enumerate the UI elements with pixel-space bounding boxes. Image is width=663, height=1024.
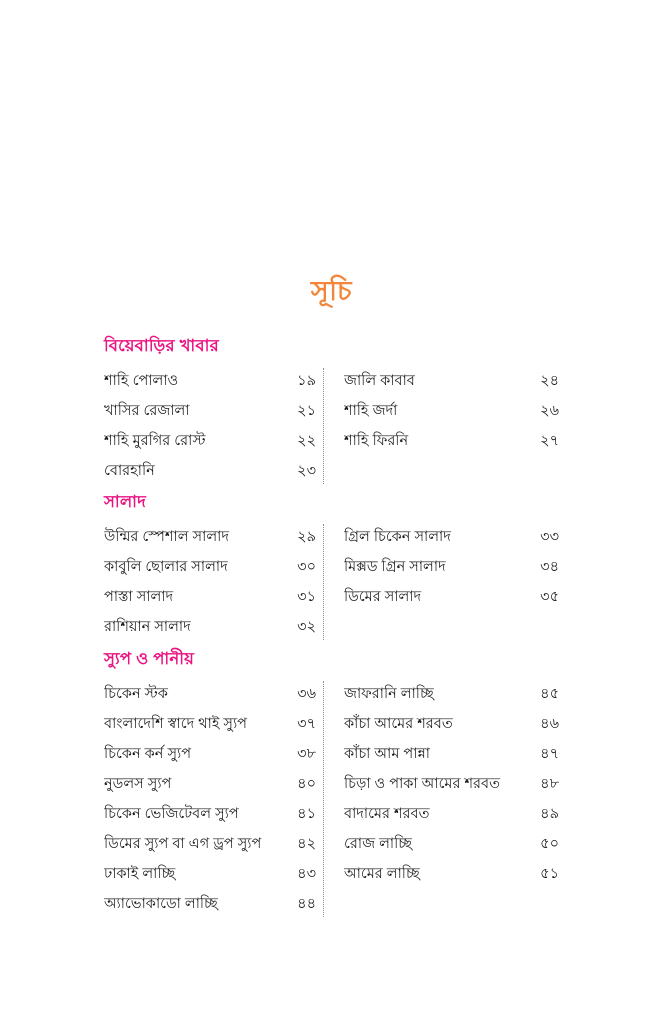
toc-entry-page: ৪৫ (540, 685, 559, 702)
toc-entry-page: ৩১ (297, 588, 316, 605)
toc-entry-title: শাহি মুরগির রোস্ট (104, 432, 206, 449)
toc-entry-page: ৪৬ (540, 715, 559, 732)
toc-entry-page: ৪৯ (540, 805, 559, 822)
section-columns (104, 522, 559, 642)
toc-entry-page: ৩৩ (540, 528, 559, 545)
toc-entry-title: অ্যাভোকাডো লাচ্ছি (104, 895, 218, 912)
toc-entry-page: ৩০ (297, 558, 316, 575)
toc-entry-page: ৫১ (540, 865, 559, 882)
toc-entry[interactable] (104, 679, 316, 709)
toc-section (104, 651, 559, 919)
section-heading: বিয়েবাড়ির খাবার (104, 337, 219, 355)
toc-entry[interactable] (344, 366, 559, 396)
toc-entry-page: ২৯ (297, 528, 316, 545)
toc-entry-title: উন্মির স্পেশাল সালাদ (104, 528, 229, 545)
toc-entry[interactable] (344, 799, 559, 829)
toc-entry-title: জালি কাবাব (344, 372, 415, 389)
toc-column-right (344, 679, 559, 889)
section-body (104, 522, 559, 642)
toc-entry[interactable] (104, 769, 316, 799)
toc-entry-title: গ্রিল চিকেন সালাদ (344, 528, 451, 545)
toc-entry-title: খাসির রেজালা (104, 402, 190, 419)
toc-entry-title: কাঁচা আমের শরবত (344, 715, 453, 732)
toc-entry[interactable] (104, 889, 316, 919)
toc-entry-page: ৪২ (297, 835, 316, 852)
toc-entry-title: কাঁচা আম পান্না (344, 745, 430, 762)
toc-entry-page: ২৪ (540, 372, 559, 389)
toc-entry[interactable] (104, 456, 316, 486)
toc-entry[interactable] (344, 679, 559, 709)
toc-entry-page: ৪০ (297, 775, 316, 792)
toc-entry[interactable] (104, 552, 316, 582)
toc-entry-page: ১৯ (297, 372, 316, 389)
section-columns (104, 679, 559, 919)
toc-column-right (344, 522, 559, 612)
toc-entry-title: আমের লাচ্ছি (344, 865, 420, 882)
toc-entry[interactable] (344, 769, 559, 799)
toc-entry[interactable] (344, 829, 559, 859)
section-heading: সালাদ (104, 493, 147, 511)
toc-entry[interactable] (344, 522, 559, 552)
toc-entry[interactable] (104, 366, 316, 396)
toc-entry-title: রাশিয়ান সালাদ (104, 618, 191, 635)
toc-entry-title: মিক্সড গ্রিন সালাদ (344, 558, 446, 575)
toc-entry[interactable] (104, 396, 316, 426)
section-body (104, 366, 559, 486)
section-body (104, 679, 559, 919)
toc-entry-title: বাংলাদেশি স্বাদে থাই স্যুপ (104, 715, 248, 732)
toc-entry-title: পাস্তা সালাদ (104, 588, 174, 605)
toc-entry-title: শাহি ফিরনি (344, 432, 409, 449)
toc-entry[interactable] (344, 709, 559, 739)
toc-entry-title: বোরহানি (104, 462, 155, 479)
toc-entry-page: ৪১ (297, 805, 316, 822)
section-columns (104, 366, 559, 486)
toc-entry-page: ৪৭ (540, 745, 559, 762)
toc-entry[interactable] (344, 426, 559, 456)
toc-section (104, 338, 559, 486)
toc-entry-page: ৪৩ (297, 865, 316, 882)
toc-entry-page: ৩৭ (297, 715, 316, 732)
column-divider (323, 524, 324, 640)
toc-entry[interactable] (104, 582, 316, 612)
toc-entry-title: চিকেন স্টক (104, 685, 168, 702)
toc-section (104, 494, 559, 642)
toc-entry[interactable] (344, 739, 559, 769)
toc-entry-title: ডিমের স্যুপ বা এগ ড্রপ স্যুপ (104, 835, 262, 852)
toc-entry-page: ২৭ (540, 432, 559, 449)
toc-entry-title: বাদামের শরবত (344, 805, 430, 822)
toc-entry-title: নুডলস স্যুপ (104, 775, 172, 792)
toc-entry[interactable] (104, 829, 316, 859)
page-title: সূচি (310, 276, 353, 306)
toc-entry[interactable] (104, 799, 316, 829)
toc-column-right (344, 366, 559, 456)
toc-entry-page: ২২ (297, 432, 316, 449)
toc-entry[interactable] (344, 552, 559, 582)
toc-entry-title: ঢাকাই লাচ্ছি (104, 865, 176, 882)
toc-entry-title: শাহি পোলাও (104, 372, 179, 389)
toc-entry[interactable] (104, 522, 316, 552)
toc-entry-page: ৩৬ (297, 685, 316, 702)
toc-column-left (104, 679, 316, 919)
toc-entry[interactable] (344, 582, 559, 612)
toc-column-left (104, 522, 316, 642)
toc-entry-page: ৪৪ (297, 895, 316, 912)
toc-entry-title: চিড়া ও পাকা আমের শরবত (344, 775, 500, 792)
toc-entry[interactable] (104, 612, 316, 642)
toc-entry-page: ৩৮ (297, 745, 316, 762)
toc-entry-title: শাহি জর্দা (344, 402, 398, 419)
toc-entry-page: ২৬ (540, 402, 559, 419)
toc-entry[interactable] (104, 709, 316, 739)
toc-entry-title: কাবুলি ছোলার সালাদ (104, 558, 228, 575)
toc-entry-page: ২১ (297, 402, 316, 419)
toc-entry[interactable] (104, 859, 316, 889)
toc-entry-page: ৪৮ (540, 775, 559, 792)
toc-entry[interactable] (104, 426, 316, 456)
toc-entry[interactable] (344, 396, 559, 426)
toc-entry-page: ২৩ (297, 462, 316, 479)
column-divider (323, 368, 324, 484)
toc-entry-title: রোজ লাচ্ছি (344, 835, 412, 852)
column-divider (323, 681, 324, 917)
toc-entry-title: ডিমের সালাদ (344, 588, 422, 605)
toc-entry-page: ৩৫ (540, 588, 559, 605)
toc-entry[interactable] (344, 859, 559, 889)
toc-entry-title: জাফরানি লাচ্ছি (344, 685, 434, 702)
toc-entry-title: চিকেন কর্ন স্যুপ (104, 745, 192, 762)
toc-entry-page: ৩৪ (540, 558, 559, 575)
toc-entry-page: ৫০ (540, 835, 559, 852)
toc-entry[interactable] (104, 739, 316, 769)
section-heading: স্যুপ ও পানীয় (104, 650, 195, 668)
toc-column-left (104, 366, 316, 486)
toc-entry-page: ৩২ (297, 618, 316, 635)
toc-entry-title: চিকেন ভেজিটেবল স্যুপ (104, 805, 239, 822)
